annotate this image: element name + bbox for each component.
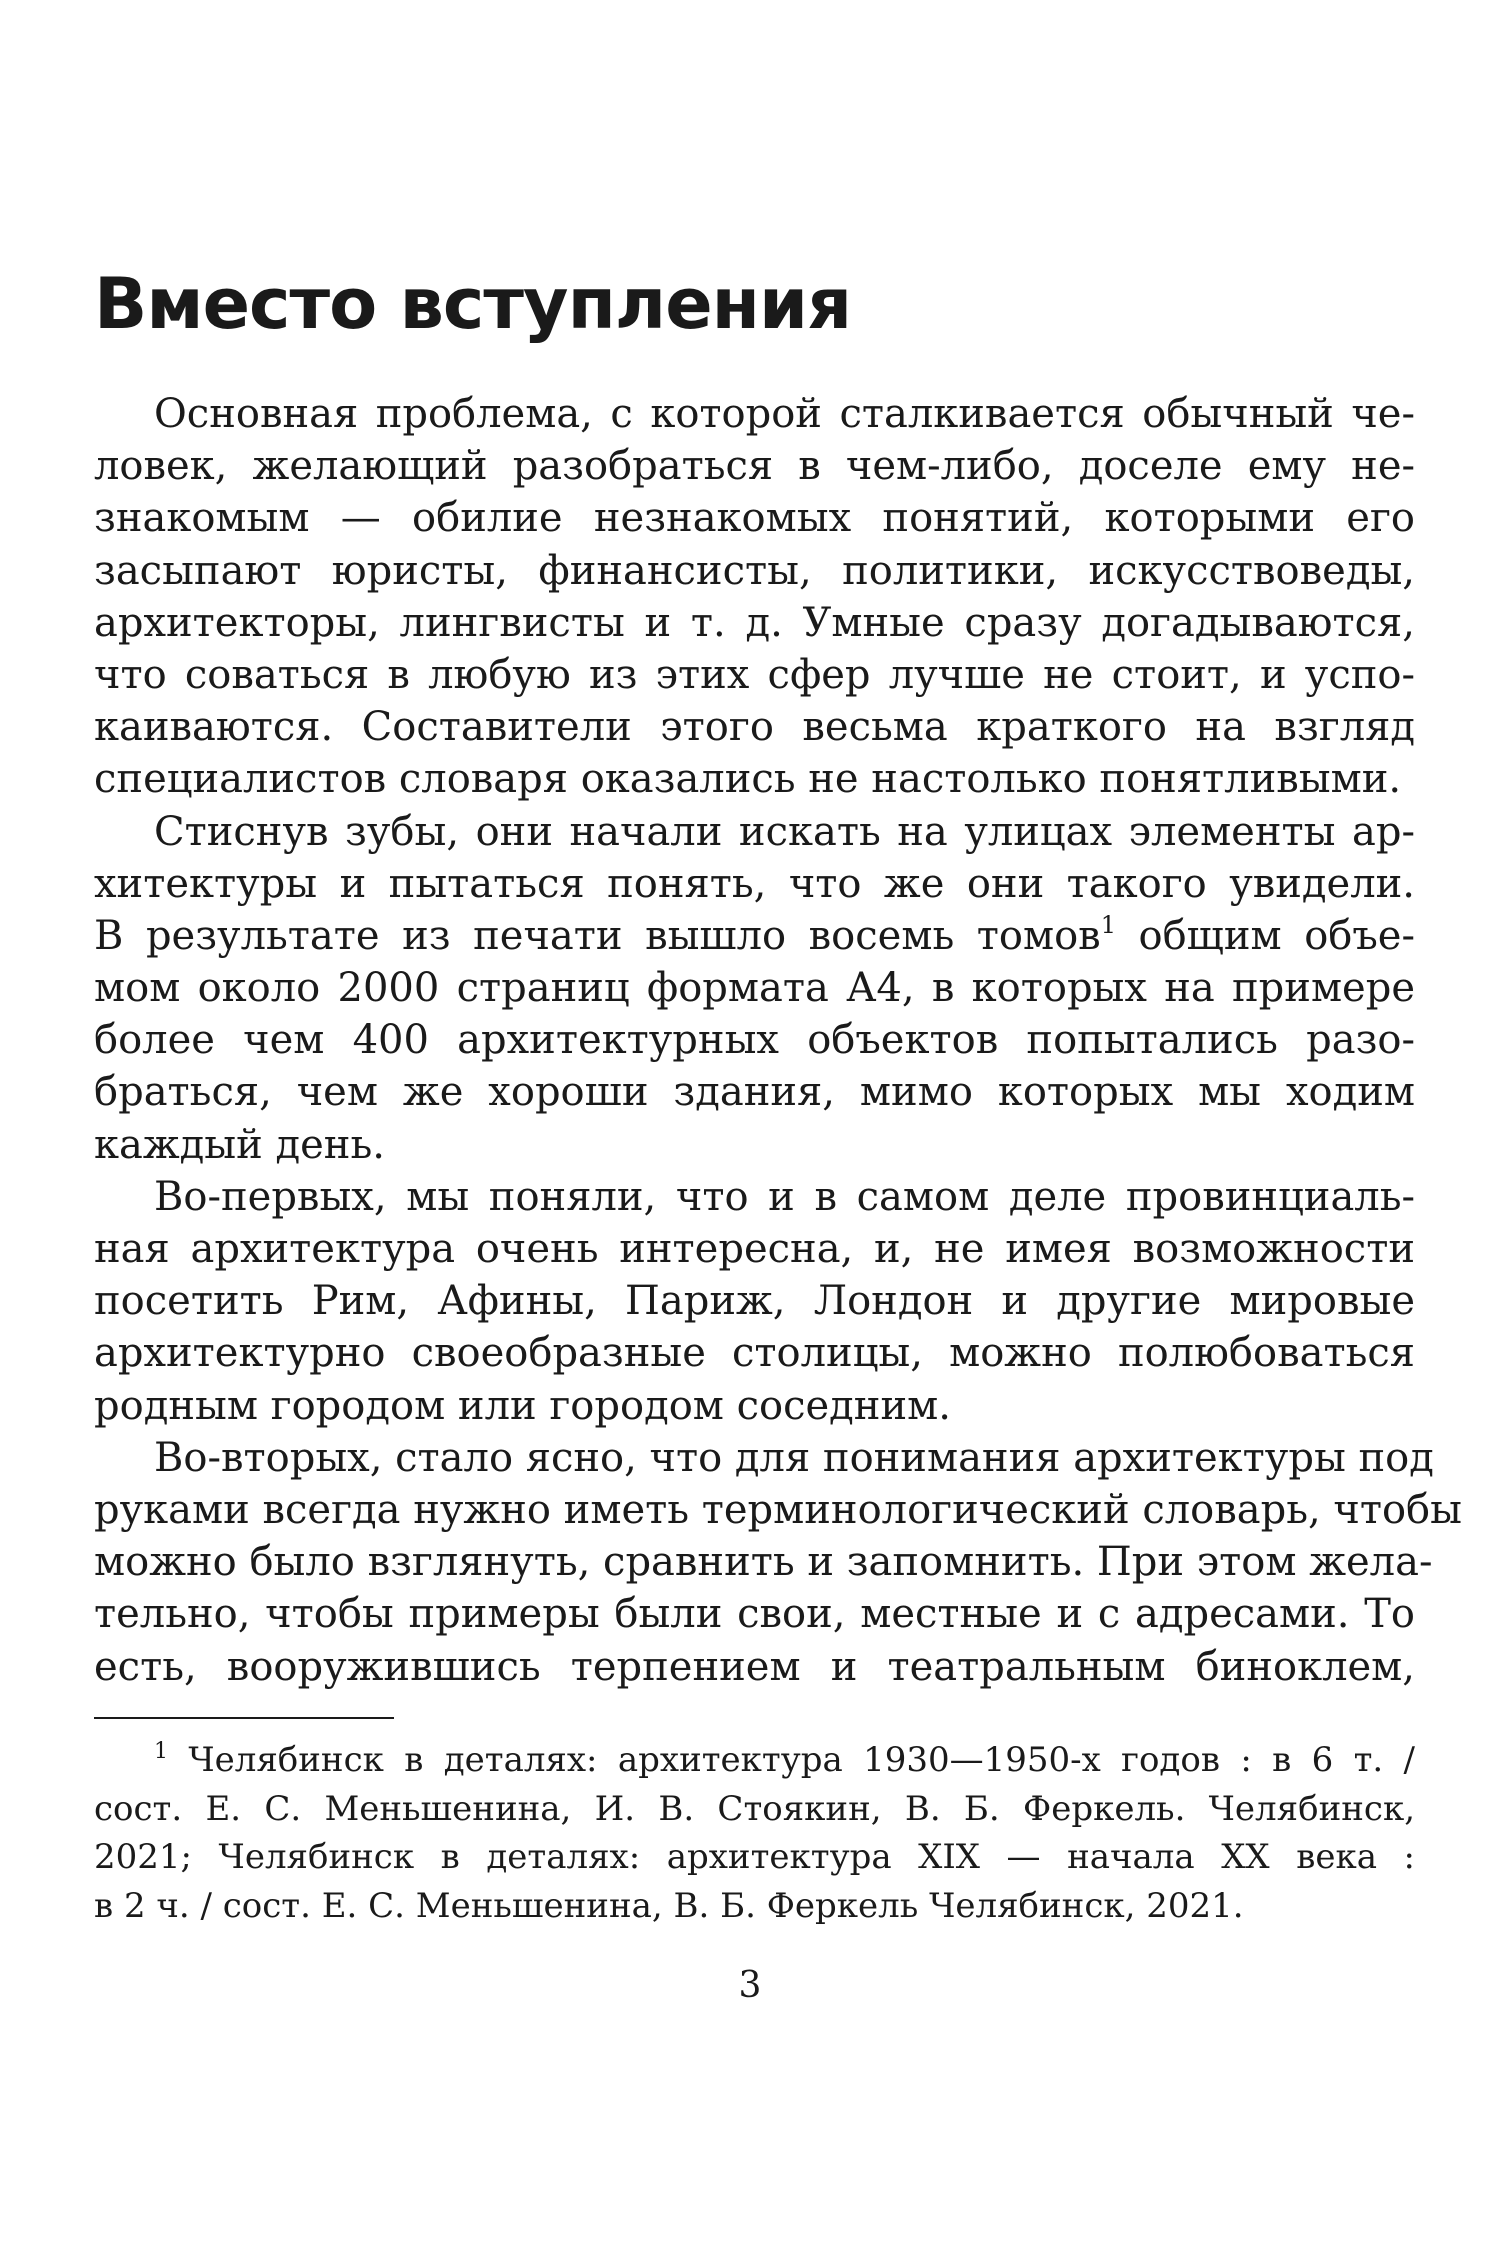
text-line: более чем 400 архитектурных объектов попытались разо- [94, 1017, 1415, 1064]
text-line: ная архитектура очень интересна, и, не имея возможности [94, 1226, 1415, 1272]
text-line: хитектуры и пытаться понять, что же они такого увидели. [94, 860, 1415, 907]
footnote-marker: 1 [154, 1739, 168, 1764]
footnote-divider [94, 1717, 394, 1719]
page-number: 3 [738, 1965, 762, 2006]
text-segment: общим объе- [1138, 912, 1415, 959]
text-line: архитектурно своеобразные столицы, можно полюбоваться [94, 1330, 1415, 1377]
footnote-line: в 2 ч. / сост. Е. С. Меньшенина, В. Б. Феркель Челябинск, 2021. [94, 1885, 1244, 1926]
paragraph-3 [94, 1171, 1415, 1432]
text-line: ловек, желающий разобраться в чем-либо, доселе ему не- [94, 443, 1415, 490]
text-line: можно было взглянуть, сравнить и запомнить. При этом жела- [94, 1539, 1433, 1586]
text-segment: В результате из печати вышло восемь томов [94, 912, 1101, 959]
text-line: мом около 2000 страниц формата А4, в которых на примере [94, 965, 1415, 1012]
text-line: каждый день. [94, 1121, 385, 1168]
body-text [94, 388, 1462, 1693]
text-line: тельно, чтобы примеры были свои, местные и с адресами. То [94, 1591, 1415, 1638]
text-line: Стиснув зубы, они начали искать на улицах элементы ар- [154, 808, 1415, 855]
paragraph-1 [94, 388, 1415, 806]
text-line: знакомым — обилие незнакомых понятий, которыми его [94, 495, 1415, 542]
text-line: что соваться в любую из этих сфер лучше не стоит, и успо- [94, 651, 1415, 698]
footnote [94, 1736, 1415, 1930]
paragraph-2 [94, 806, 1415, 1171]
text-line: Основная проблема, с которой сталкивается обычный че- [154, 391, 1415, 437]
footnote-line: 2021; Челябинск в деталях: архитектура XIX — начала XX века : [94, 1837, 1415, 1877]
text-line: родным городом или городом соседним. [94, 1382, 951, 1429]
text-line: каиваются. Составители этого весьма краткого на взгляд [94, 704, 1415, 751]
paragraph-4 [94, 1432, 1462, 1693]
text-line: специалистов словаря оказались не настолько понятливыми. [94, 756, 1402, 803]
text-line: посетить Рим, Афины, Париж, Лондон и другие мировые [94, 1278, 1415, 1325]
text-line: браться, чем же хороши здания, мимо которых мы ходим [94, 1069, 1415, 1116]
text-line: Во-вторых, стало ясно, что для понимания архитектуры под [154, 1434, 1434, 1481]
text-segment: Челябинск в деталях: архитектура 1930—1950-х годов : в 6 т. / [188, 1740, 1415, 1780]
footnote-line: сост. Е. С. Меньшенина, И. В. Стоякин, В. Б. Феркель. Челябинск, [94, 1788, 1415, 1829]
text-line: архитекторы, лингвисты и т. д. Умные сразу догадываются, [94, 599, 1415, 646]
text-line: руками всегда нужно иметь терминологический словарь, чтобы [94, 1486, 1462, 1533]
text-line: Во-первых, мы поняли, что и в самом деле провинциаль- [154, 1173, 1415, 1220]
footnote-reference[interactable]: 1 [1100, 910, 1116, 939]
footnote-line [94, 1736, 1415, 1785]
text-line: засыпают юристы, финансисты, политики, искусствоведы, [94, 547, 1415, 594]
chapter-heading: Вместо вступления [94, 263, 852, 345]
text-line-with-footnote [94, 910, 1415, 962]
text-line: есть, вооружившись терпением и театральным биноклем, [94, 1643, 1415, 1690]
